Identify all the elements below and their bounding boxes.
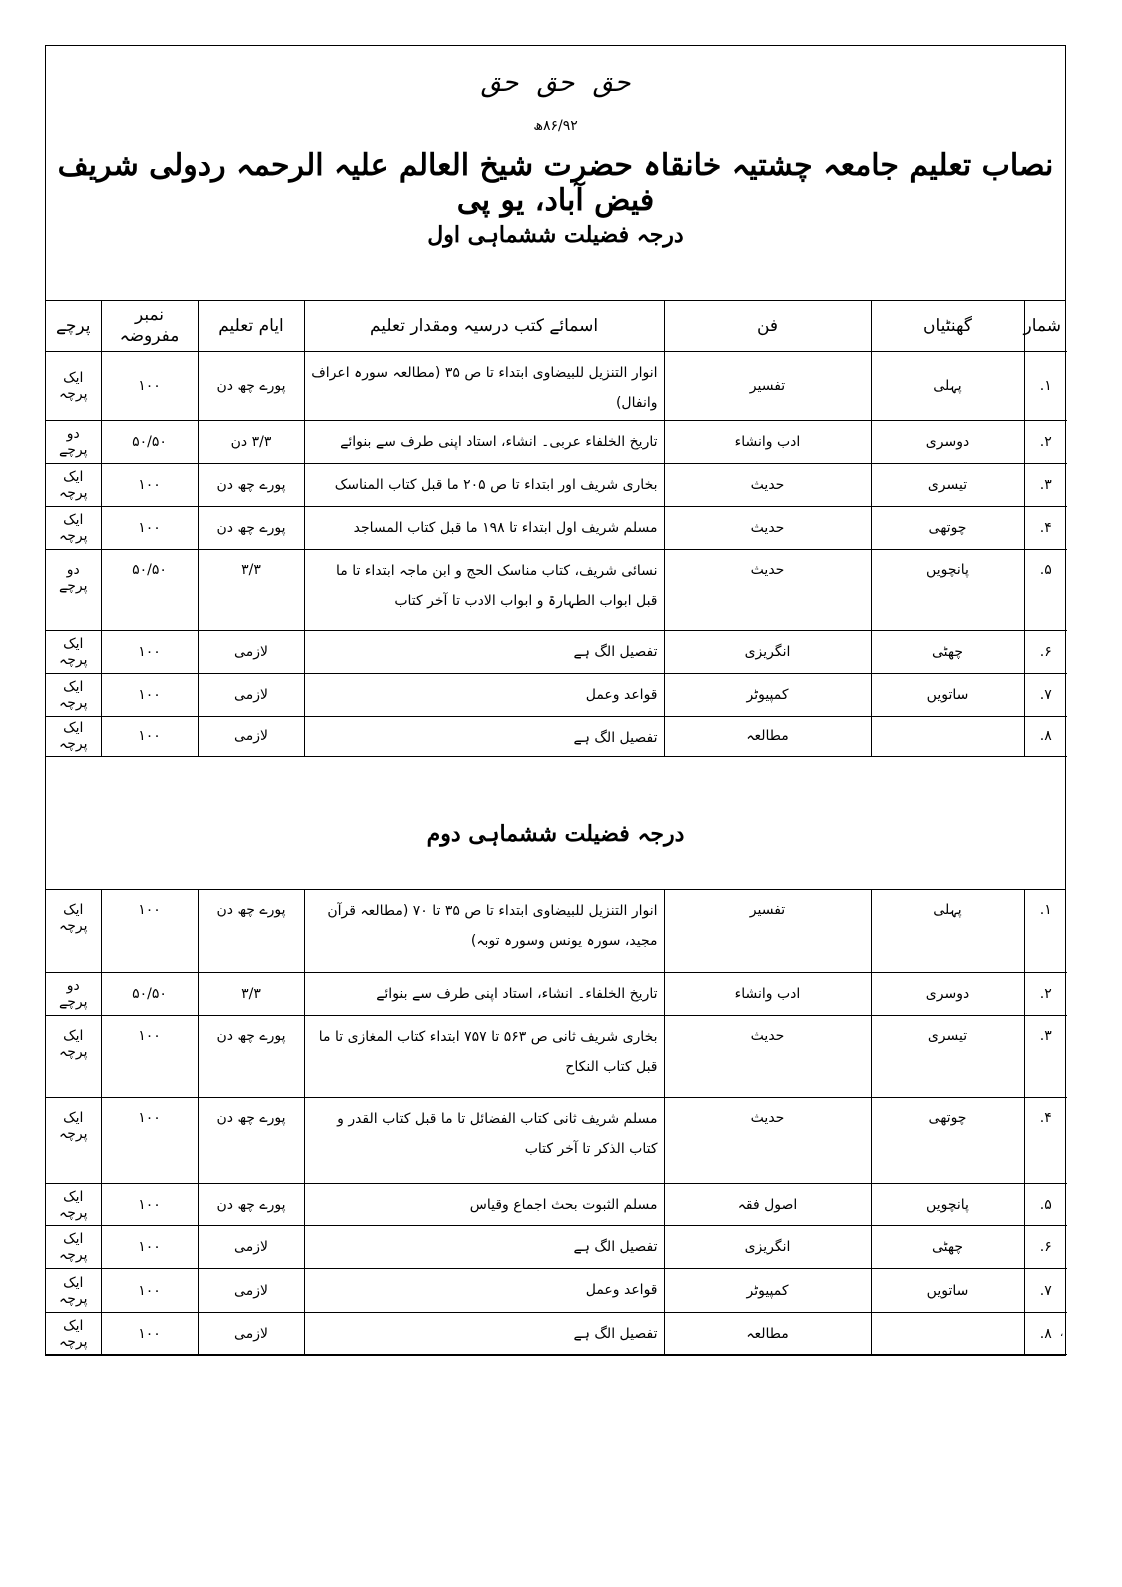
row-books: مسلم شریف ثانی کتاب الفضائل تا ما قبل کتاب القدر و کتاب الذکر تا آخر کتاب <box>304 1098 664 1184</box>
row-books: تفصیل الگ ہے <box>304 1226 664 1269</box>
row-papers: ایک پرچہ <box>46 673 101 716</box>
table-row <box>46 1269 1067 1313</box>
row-papers: ایک پرچہ <box>46 630 101 673</box>
row-days: ۳/۳ دن <box>198 420 304 463</box>
row-marks: ۱۰۰ <box>101 463 198 506</box>
row-marks: ۱۰۰ <box>101 630 198 673</box>
row-marks: ۵۰/۵۰ <box>101 420 198 463</box>
row-marks: ۱۰۰ <box>101 1016 198 1098</box>
row-number: ۷. <box>1024 1269 1067 1313</box>
row-books: تاریخ الخلفاء عربی۔ انشاء، استاد اپنی طرف سے بنوائے <box>304 420 664 463</box>
row-marks: ۵۰/۵۰ <box>101 973 198 1016</box>
row-papers: دو پرچے <box>46 973 101 1016</box>
table-row <box>46 1226 1067 1269</box>
row-books: بخاری شریف ثانی ص ۵۶۳ تا ۷۵۷ ابتداء کتاب المغازی تا ما قبل کتاب النکاح <box>304 1016 664 1098</box>
row-papers: ایک پرچہ <box>46 1098 101 1184</box>
column-header-marks: نمبر مفروضہ <box>101 301 198 351</box>
table-row <box>46 506 1067 549</box>
column-header-number: شمار <box>1024 301 1067 351</box>
row-days: پورے چھ دن <box>198 1098 304 1184</box>
row-period: تیسری <box>871 1016 1024 1098</box>
row-subject: ادب وانشاء <box>664 420 871 463</box>
section-2-title: درجہ فضیلت ششماہی دوم <box>426 820 685 847</box>
table-row <box>46 890 1067 973</box>
row-period: پہلی <box>871 890 1024 973</box>
footer-mark: ، <box>1060 1328 1064 1339</box>
row-papers: ایک پرچہ <box>46 716 101 756</box>
row-books: قواعد وعمل <box>304 1269 664 1313</box>
page-title: نصاب تعلیم جامعہ چشتیہ خانقاہ حضرت شیخ العالم علیہ الرحمہ ردولی شریف فیض آباد، یو پی <box>57 148 1054 218</box>
document-number: ۸۶/۹۲ھ <box>533 118 578 134</box>
syllabus-frame <box>45 45 1066 1356</box>
row-subject: حدیث <box>664 506 871 549</box>
row-subject: مطالعہ <box>664 716 871 756</box>
row-period: دوسری <box>871 420 1024 463</box>
row-books: قواعد وعمل <box>304 673 664 716</box>
row-days: پورے چھ دن <box>198 463 304 506</box>
row-subject: کمپیوٹر <box>664 1269 871 1313</box>
table-row <box>46 1313 1067 1355</box>
row-days: لازمی <box>198 1226 304 1269</box>
row-number: ۳. <box>1024 1016 1067 1098</box>
row-period: چوتھی <box>871 506 1024 549</box>
row-marks: ۱۰۰ <box>101 1226 198 1269</box>
table-row <box>46 973 1067 1016</box>
row-period: پہلی <box>871 351 1024 420</box>
row-papers: ایک پرچہ <box>46 351 101 420</box>
row-days: لازمی <box>198 673 304 716</box>
row-books: تاریخ الخلفاء۔ انشاء، استاد اپنی طرف سے بنوائے <box>304 973 664 1016</box>
row-subject: اصول فقہ <box>664 1184 871 1226</box>
table-row <box>46 351 1067 420</box>
row-marks: ۱۰۰ <box>101 351 198 420</box>
row-papers: ایک پرچہ <box>46 1184 101 1226</box>
row-subject: حدیث <box>664 1016 871 1098</box>
row-books: انوار التنزیل للبیضاوی ابتداء تا ص ۳۵ تا ۷۰ (مطالعہ قرآن مجید، سورہ یونس وسورہ توبہ) <box>304 890 664 973</box>
row-period: تیسری <box>871 463 1024 506</box>
row-papers: دو پرچے <box>46 549 101 630</box>
row-number: ۵. <box>1024 1184 1067 1226</box>
row-days: پورے چھ دن <box>198 890 304 973</box>
row-subject: تفسیر <box>664 890 871 973</box>
row-marks: ۱۰۰ <box>101 673 198 716</box>
row-days: پورے چھ دن <box>198 1184 304 1226</box>
row-books: تفصیل الگ ہے <box>304 1313 664 1355</box>
row-subject: ادب وانشاء <box>664 973 871 1016</box>
row-papers: ایک پرچہ <box>46 890 101 973</box>
row-number: ۶. <box>1024 630 1067 673</box>
table-row <box>46 549 1067 630</box>
row-books: نسائی شریف، کتاب مناسک الحج و ابن ماجہ ابتداء تا ما قبل ابواب الطہارۃ و ابواب الادب تا آخر کتاب <box>304 549 664 630</box>
row-books: انوار التنزیل للبیضاوی ابتداء تا ص ۳۵ (مطالعہ سورہ اعراف وانفال) <box>304 351 664 420</box>
table-row <box>46 1184 1067 1226</box>
row-papers: ایک پرچہ <box>46 1226 101 1269</box>
row-days: ۳/۳ <box>198 549 304 630</box>
row-period: ساتویں <box>871 673 1024 716</box>
row-days: پورے چھ دن <box>198 506 304 549</box>
row-number: ۲. <box>1024 420 1067 463</box>
row-period: پانچویں <box>871 549 1024 630</box>
row-books: مسلم الثبوت بحث اجماع وقیاس <box>304 1184 664 1226</box>
row-number: ۱. <box>1024 890 1067 973</box>
table-row <box>46 1098 1067 1184</box>
row-subject: حدیث <box>664 463 871 506</box>
row-number: ۶. <box>1024 1226 1067 1269</box>
section-2-table <box>46 890 1067 1356</box>
table-row <box>46 630 1067 673</box>
row-subject: انگریزی <box>664 630 871 673</box>
column-header-books: اسمائے کتب درسیہ ومقدار تعلیم <box>304 301 664 351</box>
row-period: چھٹی <box>871 630 1024 673</box>
row-number: ۴. <box>1024 1098 1067 1184</box>
row-subject: حدیث <box>664 549 871 630</box>
table-row <box>46 1016 1067 1098</box>
row-papers: ایک پرچہ <box>46 463 101 506</box>
row-marks: ۵۰/۵۰ <box>101 549 198 630</box>
column-header-papers: پرچے <box>46 301 101 351</box>
row-number: ۸. <box>1024 716 1067 756</box>
table-row <box>46 673 1067 716</box>
row-papers: ایک پرچہ <box>46 1313 101 1355</box>
row-marks: ۱۰۰ <box>101 1269 198 1313</box>
row-papers: ایک پرچہ <box>46 506 101 549</box>
row-marks: ۱۰۰ <box>101 1313 198 1355</box>
row-period <box>871 716 1024 756</box>
column-header-period: گھنٹیاں <box>871 301 1024 351</box>
row-subject: انگریزی <box>664 1226 871 1269</box>
row-number: ۳. <box>1024 463 1067 506</box>
row-subject: مطالعہ <box>664 1313 871 1355</box>
invocation-text: حق حق حق <box>480 68 631 98</box>
document-header <box>46 46 1065 301</box>
row-papers: ایک پرچہ <box>46 1269 101 1313</box>
row-period <box>871 1313 1024 1355</box>
row-number: ۲. <box>1024 973 1067 1016</box>
row-days: لازمی <box>198 1313 304 1355</box>
row-books: بخاری شریف اور ابتداء تا ص ۲۰۵ ما قبل کتاب المناسک <box>304 463 664 506</box>
row-days: لازمی <box>198 630 304 673</box>
row-number: ۱. <box>1024 351 1067 420</box>
row-number: ۸. <box>1024 1313 1067 1355</box>
table-row <box>46 716 1067 756</box>
row-days: لازمی <box>198 716 304 756</box>
section-2-heading-box <box>46 757 1065 890</box>
row-days: پورے چھ دن <box>198 1016 304 1098</box>
row-period: ساتویں <box>871 1269 1024 1313</box>
row-period: پانچویں <box>871 1184 1024 1226</box>
section-1-table <box>46 301 1067 757</box>
row-number: ۴. <box>1024 506 1067 549</box>
section-1-body <box>46 351 1067 756</box>
row-marks: ۱۰۰ <box>101 716 198 756</box>
row-days: ۳/۳ <box>198 973 304 1016</box>
section-2-body <box>46 890 1067 1355</box>
table-row <box>46 420 1067 463</box>
row-period: چوتھی <box>871 1098 1024 1184</box>
row-days: لازمی <box>198 1269 304 1313</box>
row-marks: ۱۰۰ <box>101 890 198 973</box>
column-header-subject: فن <box>664 301 871 351</box>
row-marks: ۱۰۰ <box>101 1184 198 1226</box>
row-marks: ۱۰۰ <box>101 1098 198 1184</box>
table-header-row <box>46 301 1067 351</box>
row-papers: دو پرچے <box>46 420 101 463</box>
row-papers: ایک پرچہ <box>46 1016 101 1098</box>
row-number: ۷. <box>1024 673 1067 716</box>
row-subject: حدیث <box>664 1098 871 1184</box>
row-period: چھٹی <box>871 1226 1024 1269</box>
section-1-title: درجہ فضیلت ششماہی اول <box>427 222 684 248</box>
row-number: ۵. <box>1024 549 1067 630</box>
column-header-days: ایام تعلیم <box>198 301 304 351</box>
row-books: تفصیل الگ ہے <box>304 630 664 673</box>
row-marks: ۱۰۰ <box>101 506 198 549</box>
row-period: دوسری <box>871 973 1024 1016</box>
table-row <box>46 463 1067 506</box>
row-days: پورے چھ دن <box>198 351 304 420</box>
row-subject: تفسیر <box>664 351 871 420</box>
row-books: تفصیل الگ ہے <box>304 716 664 756</box>
row-subject: کمپیوٹر <box>664 673 871 716</box>
row-books: مسلم شریف اول ابتداء تا ۱۹۸ ما قبل کتاب المساجد <box>304 506 664 549</box>
